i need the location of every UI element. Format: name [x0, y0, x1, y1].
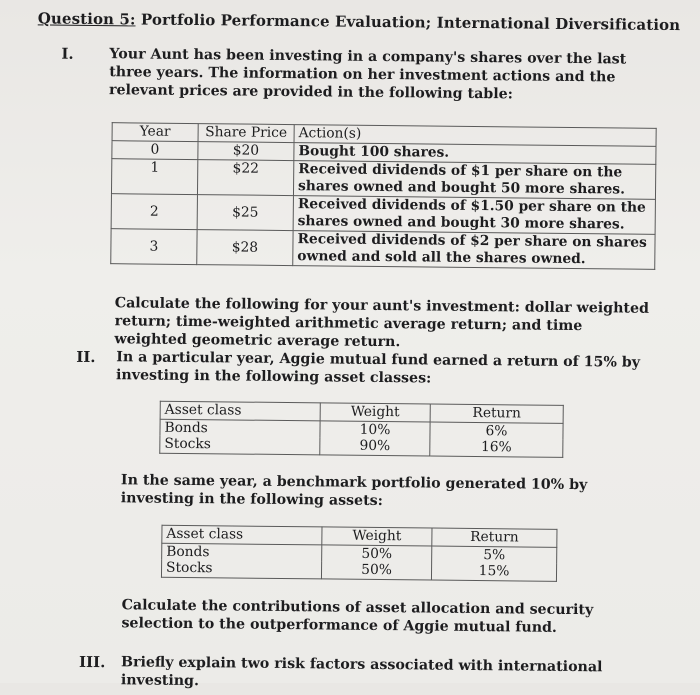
- price-cell: $22: [197, 160, 293, 196]
- header-share-price: Share Price: [198, 124, 294, 143]
- return-cell: 5%: [432, 546, 557, 564]
- part1-numeral: I.: [61, 44, 74, 63]
- header-asset-class: Asset class: [162, 525, 322, 544]
- part2-question: Calculate the contributions of asset allocation and security selection to the outperformance of Aggie mutual fund.: [121, 597, 594, 636]
- part2-numeral: II.: [76, 347, 96, 367]
- part2-intro: In a particular year, Aggie mutual fund earned a return of 15% by investing in the following asset classes:: [115, 349, 641, 387]
- price-cell: $28: [197, 230, 293, 266]
- part1-intro: Your Aunt has been investing in a company's shares over the last three years. The information on her investment actions and the relevant prices are provided in the following table:: [108, 46, 627, 103]
- asset-cell: Stocks: [160, 436, 320, 455]
- header-weight: Weight: [322, 527, 432, 546]
- weight-cell: 50%: [321, 561, 431, 579]
- header-return: Return: [430, 404, 563, 423]
- weight-cell: 90%: [320, 437, 430, 455]
- question-heading: [38, 9, 681, 34]
- table-row: [161, 560, 556, 581]
- weight-cell: 50%: [322, 544, 432, 562]
- year-cell: 2: [111, 194, 197, 230]
- action-cell: Bought 100 shares.: [294, 143, 656, 165]
- question-label: Question 5:: [37, 9, 136, 29]
- aggie-asset-table: [159, 401, 564, 458]
- part3-numeral: III.: [78, 652, 106, 672]
- asset-cell: Bonds: [162, 543, 322, 562]
- header-return: Return: [432, 528, 557, 547]
- action-cell: Received dividends of $1.50 per share on the shares owned and bought 30 more shares.: [293, 196, 655, 235]
- part3-question: Briefly explain two risk factors associated with international investing.: [120, 654, 603, 690]
- benchmark-intro: In the same year, a benchmark portfolio generated 10% by investing in the following assets:: [120, 472, 588, 510]
- header-year: Year: [112, 123, 198, 142]
- benchmark-asset-table: [161, 525, 558, 582]
- price-cell: $20: [198, 142, 294, 161]
- asset-cell: Stocks: [161, 560, 321, 579]
- asset-cell: Bonds: [160, 419, 320, 438]
- table-row: [111, 229, 655, 270]
- table-row: [111, 194, 655, 235]
- header-asset-class: Asset class: [160, 401, 320, 420]
- header-actions: Action(s): [294, 125, 656, 147]
- return-cell: 16%: [430, 439, 563, 457]
- year-cell: 0: [112, 141, 198, 160]
- return-cell: 15%: [431, 563, 556, 581]
- return-cell: 6%: [430, 422, 563, 440]
- table-row: [160, 436, 563, 457]
- weight-cell: 10%: [320, 420, 430, 438]
- question-title: Portfolio Performance Evaluation; International Diversification: [140, 10, 681, 35]
- part1-question: Calculate the following for your aunt's investment: dollar weighted return; time-weighted arithmetic average return; and time weighted geometric average return.: [114, 295, 650, 351]
- price-cell: $25: [197, 195, 293, 231]
- year-cell: 3: [111, 229, 197, 265]
- table-row: [111, 159, 655, 200]
- header-weight: Weight: [320, 403, 430, 422]
- action-cell: Received dividends of $2 per share on shares owned and sold all the shares owned.: [293, 231, 655, 270]
- investment-table: [110, 122, 656, 270]
- year-cell: 1: [111, 159, 197, 195]
- action-cell: Received dividends of $1 per share on the shares owned and bought 50 more shares.: [293, 161, 655, 200]
